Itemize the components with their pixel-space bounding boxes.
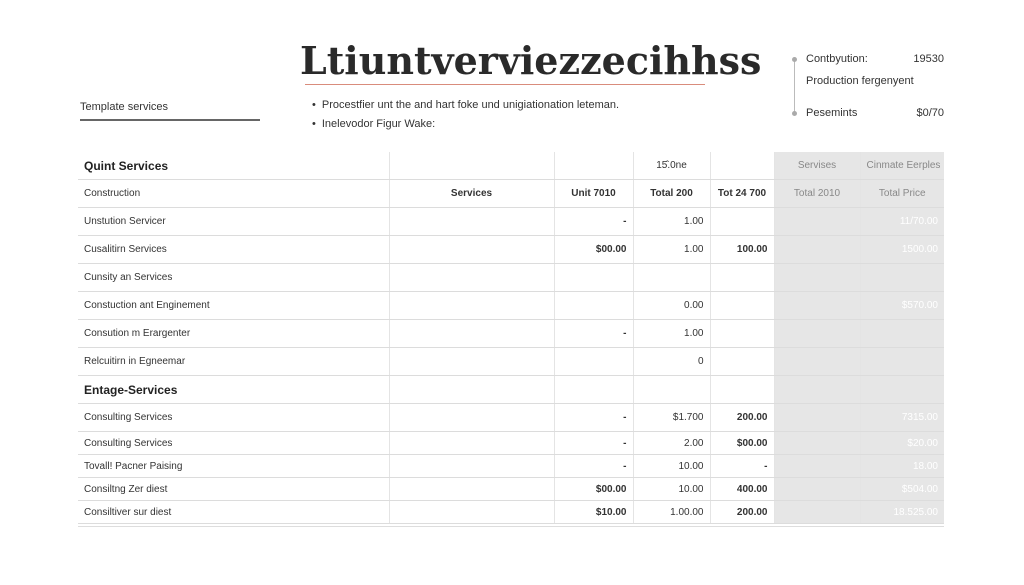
shaded-cell	[774, 478, 860, 501]
price-cell: 18.00	[860, 455, 944, 478]
row-label: Consulting Services	[78, 404, 389, 432]
unit-cell: -	[554, 320, 633, 348]
row-label: Consiltiver sur diest	[78, 501, 389, 524]
total-cell: 0.00	[633, 292, 710, 320]
total-cell	[633, 264, 710, 292]
bullet-item: • Procestfier unt the and hart foke und unigiationation leteman.	[312, 99, 619, 118]
tot-cell	[710, 348, 774, 376]
table-row	[78, 404, 944, 432]
shaded-cell	[774, 236, 860, 264]
price-cell: 11/70.00	[860, 208, 944, 236]
table-row	[78, 432, 944, 455]
row-label: Cusalitirn Services	[78, 236, 389, 264]
section-heading: Entage-Services	[78, 376, 389, 404]
shaded-cell	[774, 376, 860, 404]
bullet-item: • Inelevodor Figur Wake:	[312, 118, 619, 137]
shaded-cell	[774, 208, 860, 236]
column-header: Total Price	[860, 180, 944, 208]
table-row	[78, 236, 944, 264]
empty-cell	[389, 292, 554, 320]
total-cell: 1.00	[633, 208, 710, 236]
price-cell	[860, 320, 944, 348]
empty-cell	[389, 208, 554, 236]
shaded-header: Servises	[774, 152, 860, 180]
side-value: 19530	[913, 53, 944, 65]
side-label: Pesemints	[806, 107, 858, 119]
title-underline	[305, 84, 705, 85]
table-row	[78, 478, 944, 501]
empty-cell	[389, 478, 554, 501]
timeline-dot-icon	[792, 57, 797, 62]
document-title: Ltiuntverviezzecihhss	[300, 38, 762, 83]
unit-cell: $00.00	[554, 236, 633, 264]
total-cell: 10.00	[633, 478, 710, 501]
price-cell: $20.00	[860, 432, 944, 455]
shaded-cell	[774, 320, 860, 348]
table-row	[78, 501, 944, 524]
column-header: Tot 24 700	[710, 180, 774, 208]
template-underline	[80, 119, 260, 121]
table-top-row	[78, 152, 944, 180]
shaded-cell	[774, 501, 860, 524]
unit-cell: -	[554, 404, 633, 432]
table-row	[78, 292, 944, 320]
side-timeline	[794, 61, 795, 113]
shaded-cell	[774, 264, 860, 292]
unit-cell: $00.00	[554, 478, 633, 501]
empty-cell	[389, 376, 554, 404]
total-cell: 1.00	[633, 320, 710, 348]
shaded-header: Cinmate Eerples	[860, 152, 944, 180]
table-row	[78, 208, 944, 236]
shaded-cell	[774, 455, 860, 478]
column-header: Unit 7010	[554, 180, 633, 208]
side-label: Contbyution:	[806, 53, 868, 65]
empty-cell	[389, 455, 554, 478]
unit-cell	[554, 264, 633, 292]
table-header-row	[78, 180, 944, 208]
empty-cell	[389, 348, 554, 376]
total-cell: 0	[633, 348, 710, 376]
row-label: Tovall! Pacner Paising	[78, 455, 389, 478]
tot-cell: 100.00	[710, 236, 774, 264]
shaded-cell	[774, 348, 860, 376]
shaded-cell	[774, 292, 860, 320]
price-cell: $570.00	[860, 292, 944, 320]
timeline-dot-icon	[792, 111, 797, 116]
unit-cell: -	[554, 208, 633, 236]
total-cell: 2.00	[633, 432, 710, 455]
row-label: Consulting Services	[78, 432, 389, 455]
empty-cell	[389, 432, 554, 455]
price-cell: $504.00	[860, 478, 944, 501]
shaded-cell	[774, 404, 860, 432]
shaded-cell	[774, 432, 860, 455]
shaded-cell	[860, 376, 944, 404]
column-header: Construction	[78, 180, 389, 208]
tot-cell: $00.00	[710, 432, 774, 455]
side-label: Production fergenyent	[806, 75, 914, 87]
unit-cell: $10.00	[554, 501, 633, 524]
table-row	[78, 320, 944, 348]
table-row	[78, 264, 944, 292]
unit-cell: -	[554, 455, 633, 478]
section-heading: Quint Services	[78, 152, 389, 180]
unit-cell: -	[554, 432, 633, 455]
column-header: Services	[389, 180, 554, 208]
empty-cell	[389, 320, 554, 348]
empty-cell	[633, 376, 710, 404]
tot-cell	[710, 264, 774, 292]
price-cell: 1500.00	[860, 236, 944, 264]
section-row	[78, 376, 944, 404]
top-cell: 15̂.0ne	[633, 152, 710, 180]
price-cell	[860, 264, 944, 292]
unit-cell	[554, 348, 633, 376]
table-row	[78, 455, 944, 478]
tot-cell: -	[710, 455, 774, 478]
row-label: Constuction ant Enginement	[78, 292, 389, 320]
column-header: Total 2010	[774, 180, 860, 208]
tot-cell: 400.00	[710, 478, 774, 501]
row-label: Relcuitirn in Egneemar	[78, 348, 389, 376]
tot-cell	[710, 208, 774, 236]
row-label: Consiltng Zer diest	[78, 478, 389, 501]
empty-cell	[710, 376, 774, 404]
table-bottom-rule	[78, 526, 944, 527]
empty-cell	[389, 501, 554, 524]
row-label: Consution m Erargenter	[78, 320, 389, 348]
total-cell: 1.00	[633, 236, 710, 264]
empty-cell	[389, 404, 554, 432]
tot-cell: 200.00	[710, 501, 774, 524]
table-row	[78, 348, 944, 376]
row-label: Unstution Servicer	[78, 208, 389, 236]
tot-cell	[710, 292, 774, 320]
template-label: Template services	[80, 101, 169, 113]
empty-cell	[554, 376, 633, 404]
price-cell: 18.525.00	[860, 501, 944, 524]
side-value: $0/70	[916, 107, 944, 119]
tot-cell	[710, 320, 774, 348]
total-cell: $1.700	[633, 404, 710, 432]
price-cell: 7315.00	[860, 404, 944, 432]
empty-cell	[389, 264, 554, 292]
tot-cell: 200.00	[710, 404, 774, 432]
empty-cell	[389, 236, 554, 264]
column-header: Total 200	[633, 180, 710, 208]
bullet-list	[312, 99, 619, 137]
price-cell	[860, 348, 944, 376]
services-table	[78, 152, 944, 524]
row-label: Cunsity an Services	[78, 264, 389, 292]
unit-cell	[554, 292, 633, 320]
total-cell: 10.00	[633, 455, 710, 478]
total-cell: 1.00.00	[633, 501, 710, 524]
